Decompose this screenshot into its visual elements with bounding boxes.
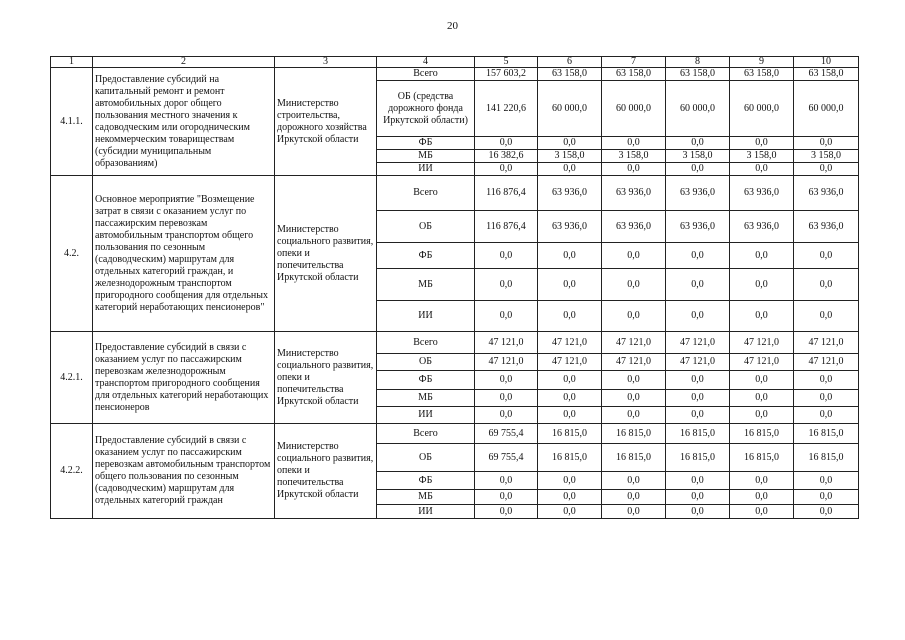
amount-cell: 16 815,0	[538, 424, 602, 444]
amount-cell: 60 000,0	[666, 81, 730, 137]
amount-cell: 63 936,0	[794, 176, 859, 211]
header-row	[51, 57, 859, 68]
amount-cell: 47 121,0	[730, 354, 794, 371]
header-cell: 10	[794, 57, 859, 68]
amount-cell: 0,0	[666, 490, 730, 505]
funding-source: Всего	[377, 332, 475, 354]
amount-cell: 63 936,0	[602, 176, 666, 211]
amount-cell: 47 121,0	[794, 332, 859, 354]
amount-cell: 0,0	[794, 390, 859, 407]
amount-cell: 0,0	[475, 505, 538, 519]
amount-cell: 0,0	[475, 407, 538, 424]
amount-cell: 0,0	[730, 301, 794, 332]
amount-cell: 16 815,0	[666, 424, 730, 444]
amount-cell: 0,0	[602, 407, 666, 424]
responsible-executor: Министерство строительства, дорожного хозяйства Иркутской области	[275, 68, 377, 176]
responsible-executor: Министерство социального развития, опеки и попечительства Иркутской области	[275, 424, 377, 519]
amount-cell: 3 158,0	[538, 150, 602, 163]
amount-cell: 116 876,4	[475, 176, 538, 211]
amount-cell: 63 158,0	[602, 68, 666, 81]
table-body	[51, 57, 859, 519]
responsible-executor: Министерство социального развития, опеки и попечительства Иркутской области	[275, 176, 377, 332]
amount-cell: 0,0	[666, 407, 730, 424]
funding-source: ОБ	[377, 211, 475, 243]
amount-cell: 3 158,0	[602, 150, 666, 163]
amount-cell: 16 815,0	[538, 444, 602, 472]
amount-cell: 16 815,0	[730, 424, 794, 444]
header-cell: 2	[93, 57, 275, 68]
amount-cell: 0,0	[730, 407, 794, 424]
amount-cell: 0,0	[538, 371, 602, 390]
amount-cell: 0,0	[730, 269, 794, 301]
amount-cell: 16 815,0	[602, 424, 666, 444]
funding-source: ФБ	[377, 472, 475, 490]
amount-cell: 3 158,0	[730, 150, 794, 163]
amount-cell: 0,0	[794, 301, 859, 332]
amount-cell: 0,0	[730, 371, 794, 390]
amount-cell: 60 000,0	[730, 81, 794, 137]
amount-cell: 63 936,0	[538, 211, 602, 243]
funding-source: МБ	[377, 390, 475, 407]
activity-name: Предоставление субсидий в связи с оказанием услуг по пассажирским перевозкам автомобильным транспортом общего пользования по сезонным (садоводческим) маршрутам для отдельных категорий граждан	[93, 424, 275, 519]
amount-cell: 0,0	[666, 371, 730, 390]
amount-cell: 69 755,4	[475, 424, 538, 444]
amount-cell: 47 121,0	[538, 354, 602, 371]
amount-cell: 63 936,0	[602, 211, 666, 243]
funding-source: ФБ	[377, 243, 475, 269]
amount-cell: 16 815,0	[794, 424, 859, 444]
funding-source: ФБ	[377, 371, 475, 390]
amount-cell: 0,0	[602, 390, 666, 407]
amount-cell: 0,0	[602, 301, 666, 332]
activity-code: 4.1.1.	[51, 68, 93, 176]
amount-cell: 0,0	[666, 301, 730, 332]
activity-code: 4.2.	[51, 176, 93, 332]
table-row	[51, 176, 859, 211]
activity-code: 4.2.2.	[51, 424, 93, 519]
amount-cell: 0,0	[538, 490, 602, 505]
page-number: 20	[447, 20, 458, 32]
amount-cell: 63 936,0	[538, 176, 602, 211]
amount-cell: 0,0	[666, 243, 730, 269]
activity-name: Основное мероприятие "Возмещение затрат в связи с оказанием услуг по пассажирским перевозкам автомобильным транспортом общего пользования по сезонным (садоводческим) маршрутам для отдельных категорий граждан, и железнодорожным транспортом пригородного сообщения для отдельных категорий неработающих пенсионеров"	[93, 176, 275, 332]
amount-cell: 16 382,6	[475, 150, 538, 163]
header-cell: 6	[538, 57, 602, 68]
amount-cell: 0,0	[730, 243, 794, 269]
amount-cell: 0,0	[794, 269, 859, 301]
amount-cell: 0,0	[602, 371, 666, 390]
header-cell: 8	[666, 57, 730, 68]
amount-cell: 0,0	[666, 472, 730, 490]
activity-code: 4.2.1.	[51, 332, 93, 424]
header-cell: 4	[377, 57, 475, 68]
amount-cell: 0,0	[794, 505, 859, 519]
funding-source: ОБ (средства дорожного фонда Иркутской области)	[377, 81, 475, 137]
amount-cell: 63 158,0	[538, 68, 602, 81]
header-cell: 1	[51, 57, 93, 68]
budget-table	[50, 56, 859, 519]
table-row	[51, 424, 859, 444]
amount-cell: 0,0	[666, 137, 730, 150]
funding-source: ОБ	[377, 354, 475, 371]
amount-cell: 157 603,2	[475, 68, 538, 81]
amount-cell: 0,0	[538, 163, 602, 176]
amount-cell: 0,0	[666, 505, 730, 519]
funding-source: МБ	[377, 490, 475, 505]
amount-cell: 47 121,0	[475, 332, 538, 354]
amount-cell: 16 815,0	[794, 444, 859, 472]
amount-cell: 63 936,0	[666, 211, 730, 243]
table-row	[51, 68, 859, 81]
amount-cell: 3 158,0	[666, 150, 730, 163]
amount-cell: 0,0	[730, 163, 794, 176]
amount-cell: 63 936,0	[794, 211, 859, 243]
funding-source: ИИ	[377, 163, 475, 176]
amount-cell: 0,0	[794, 243, 859, 269]
header-cell: 5	[475, 57, 538, 68]
amount-cell: 60 000,0	[538, 81, 602, 137]
amount-cell: 0,0	[475, 269, 538, 301]
amount-cell: 0,0	[475, 163, 538, 176]
amount-cell: 0,0	[538, 505, 602, 519]
funding-source: ИИ	[377, 301, 475, 332]
amount-cell: 0,0	[475, 390, 538, 407]
amount-cell: 47 121,0	[538, 332, 602, 354]
amount-cell: 0,0	[538, 390, 602, 407]
amount-cell: 0,0	[794, 407, 859, 424]
amount-cell: 0,0	[602, 490, 666, 505]
amount-cell: 0,0	[475, 301, 538, 332]
amount-cell: 0,0	[538, 269, 602, 301]
funding-source: ОБ	[377, 444, 475, 472]
amount-cell: 16 815,0	[602, 444, 666, 472]
amount-cell: 0,0	[730, 390, 794, 407]
amount-cell: 60 000,0	[602, 81, 666, 137]
amount-cell: 0,0	[475, 371, 538, 390]
amount-cell: 16 815,0	[666, 444, 730, 472]
amount-cell: 0,0	[602, 472, 666, 490]
amount-cell: 0,0	[666, 390, 730, 407]
amount-cell: 63 936,0	[666, 176, 730, 211]
amount-cell: 63 158,0	[666, 68, 730, 81]
activity-name: Предоставление субсидий на капитальный ремонт и ремонт автомобильных дорог общего пользования местного значения к садоводческим или огородническим некоммерческим товариществам (субсидии муниципальным образованиям)	[93, 68, 275, 176]
amount-cell: 0,0	[475, 243, 538, 269]
amount-cell: 60 000,0	[794, 81, 859, 137]
amount-cell: 47 121,0	[794, 354, 859, 371]
amount-cell: 141 220,6	[475, 81, 538, 137]
header-cell: 3	[275, 57, 377, 68]
amount-cell: 0,0	[602, 243, 666, 269]
amount-cell: 0,0	[538, 407, 602, 424]
amount-cell: 3 158,0	[794, 150, 859, 163]
amount-cell: 0,0	[602, 505, 666, 519]
amount-cell: 47 121,0	[666, 354, 730, 371]
activity-name: Предоставление субсидий в связи с оказанием услуг по пассажирским перевозкам железнодорожным транспортом пригородного сообщения для отдельных категорий неработающих пенсионеров	[93, 332, 275, 424]
amount-cell: 0,0	[538, 301, 602, 332]
funding-source: ИИ	[377, 505, 475, 519]
amount-cell: 0,0	[794, 472, 859, 490]
responsible-executor: Министерство социального развития, опеки и попечительства Иркутской области	[275, 332, 377, 424]
amount-cell: 0,0	[794, 371, 859, 390]
amount-cell: 0,0	[475, 490, 538, 505]
funding-source: МБ	[377, 150, 475, 163]
amount-cell: 0,0	[666, 269, 730, 301]
amount-cell: 0,0	[730, 137, 794, 150]
amount-cell: 0,0	[730, 490, 794, 505]
amount-cell: 0,0	[602, 137, 666, 150]
amount-cell: 0,0	[602, 163, 666, 176]
amount-cell: 0,0	[538, 472, 602, 490]
amount-cell: 63 936,0	[730, 176, 794, 211]
amount-cell: 47 121,0	[602, 332, 666, 354]
amount-cell: 0,0	[794, 490, 859, 505]
amount-cell: 0,0	[730, 505, 794, 519]
amount-cell: 0,0	[475, 472, 538, 490]
amount-cell: 47 121,0	[475, 354, 538, 371]
funding-source: ФБ	[377, 137, 475, 150]
amount-cell: 0,0	[538, 243, 602, 269]
amount-cell: 0,0	[602, 269, 666, 301]
amount-cell: 47 121,0	[602, 354, 666, 371]
amount-cell: 69 755,4	[475, 444, 538, 472]
amount-cell: 63 936,0	[730, 211, 794, 243]
table-row	[51, 332, 859, 354]
amount-cell: 0,0	[666, 163, 730, 176]
amount-cell: 0,0	[475, 137, 538, 150]
funding-source: Всего	[377, 68, 475, 81]
funding-source: Всего	[377, 176, 475, 211]
amount-cell: 116 876,4	[475, 211, 538, 243]
amount-cell: 47 121,0	[666, 332, 730, 354]
amount-cell: 16 815,0	[730, 444, 794, 472]
funding-source: ИИ	[377, 407, 475, 424]
amount-cell: 0,0	[538, 137, 602, 150]
funding-source: МБ	[377, 269, 475, 301]
amount-cell: 47 121,0	[730, 332, 794, 354]
header-cell: 9	[730, 57, 794, 68]
funding-source: Всего	[377, 424, 475, 444]
amount-cell: 63 158,0	[794, 68, 859, 81]
amount-cell: 63 158,0	[730, 68, 794, 81]
amount-cell: 0,0	[794, 137, 859, 150]
amount-cell: 0,0	[730, 472, 794, 490]
header-cell: 7	[602, 57, 666, 68]
amount-cell: 0,0	[794, 163, 859, 176]
